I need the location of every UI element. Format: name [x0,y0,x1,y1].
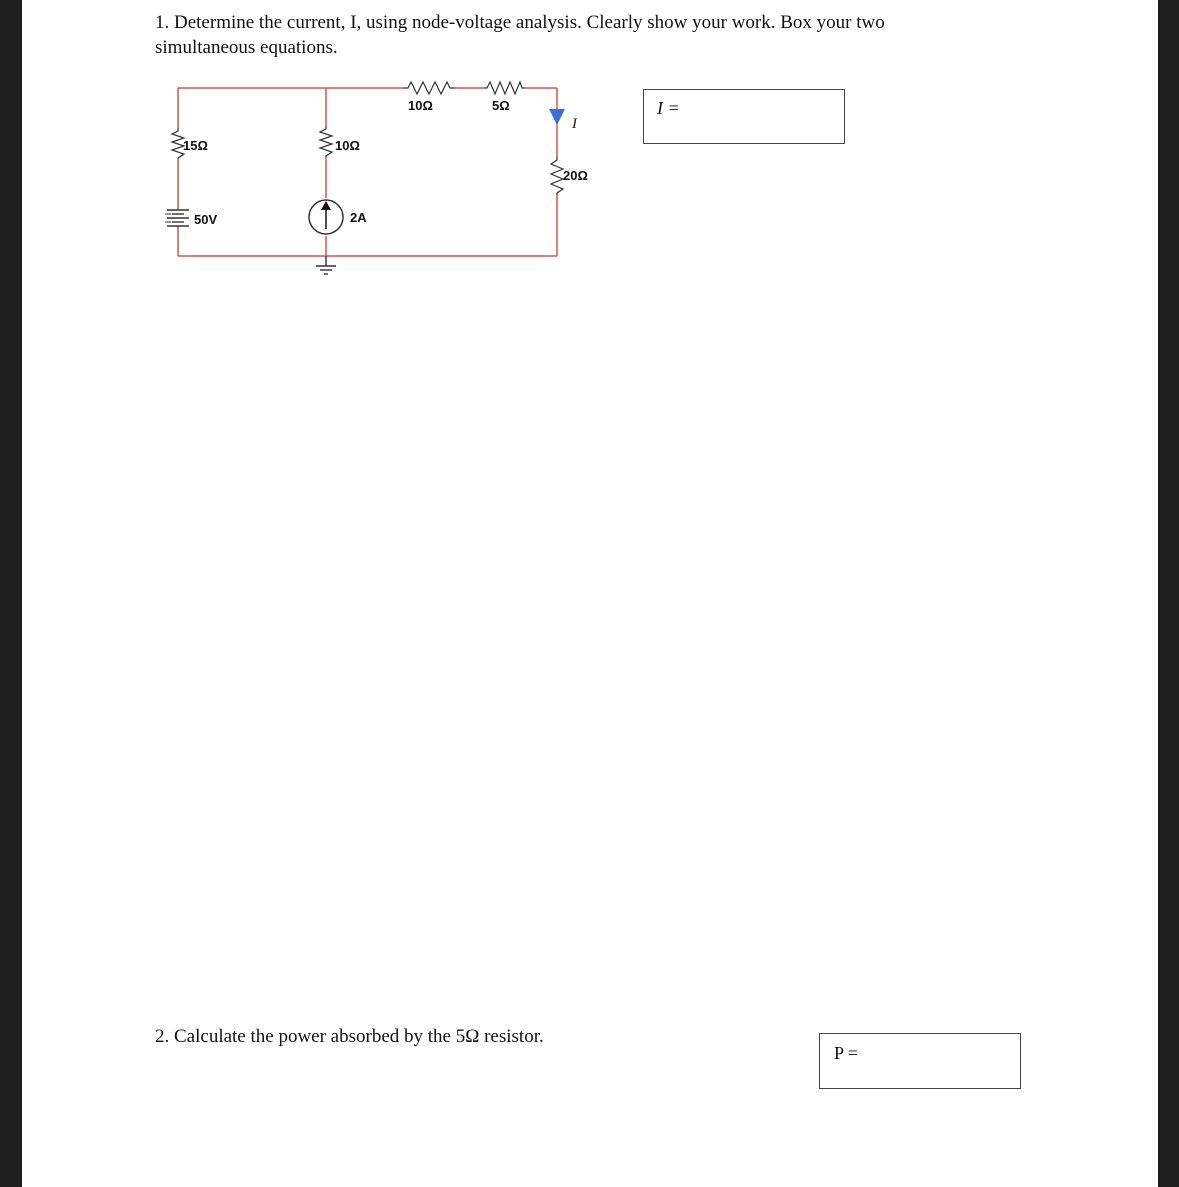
circuit-wires [178,88,557,256]
r-top1-label: 10Ω [408,98,433,113]
current-source-icon [309,200,343,234]
resistor-10ohm-top [403,82,455,94]
question-2-text: 2. Calculate the power absorbed by the 5Ω resistor. [155,1026,544,1047]
answer-label-current: I = [657,98,680,118]
current-source-label: 2A [350,210,367,225]
voltage-source-label: 50V [194,212,218,227]
resistor-10ohm-mid [320,126,332,158]
r-mid-label: 10Ω [335,138,360,153]
battery-icon [167,210,189,226]
resistor-5ohm [484,82,525,94]
r-left-label: 15Ω [183,138,208,153]
circuit-diagram [22,0,1158,320]
answer-box-current[interactable] [643,89,845,144]
answer-box-power[interactable] [819,1033,1021,1089]
r-top2-label: 5Ω [492,98,510,113]
r-right-label: 20Ω [563,168,588,183]
ground-icon [316,256,336,274]
question-1-text: 1. Determine the current, I, using node-voltage analysis. Clearly show your work. Box your two simultaneous equations. [155,12,885,58]
worksheet-page [22,0,1158,1187]
current-arrow-icon [549,109,565,125]
resistor-20ohm [551,156,563,196]
answer-label-power: P = [834,1043,858,1063]
current-I-label: I [572,116,577,132]
